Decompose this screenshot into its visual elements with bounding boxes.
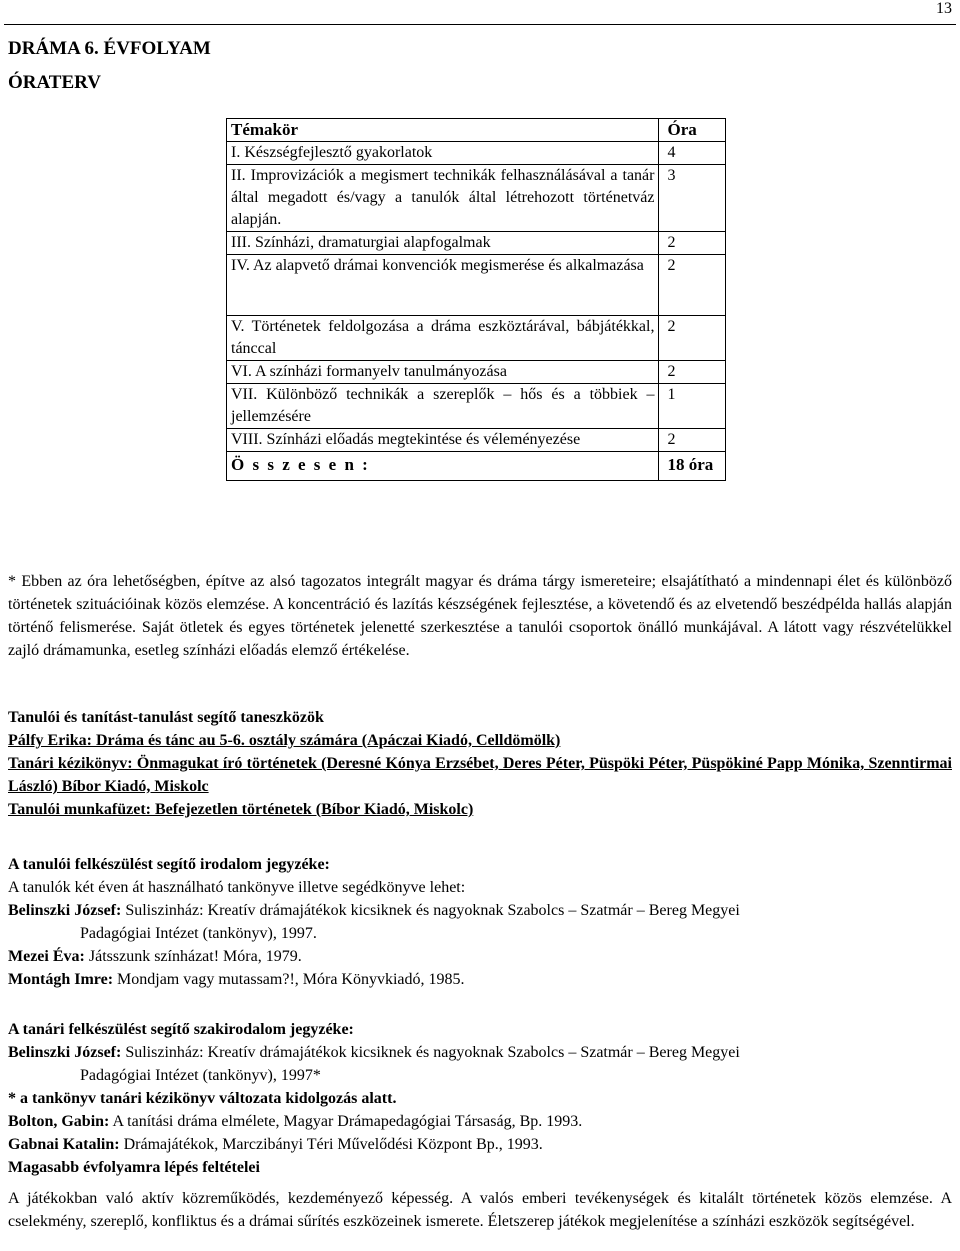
- teacher-lit-star-note: * a tankönyv tanári kézikönyv változata kidolgozás alatt.: [8, 1090, 397, 1107]
- table-row: [227, 361, 726, 384]
- table-row: [227, 142, 726, 165]
- student-lit-author: Montágh Imre:: [8, 971, 114, 988]
- row-topic: IV. Az alapvető drámai konvenciók megismerése és alkalmazása: [227, 255, 659, 316]
- table-row: [227, 232, 726, 255]
- row-hours: 2: [659, 255, 726, 316]
- table-header-row: [227, 119, 726, 142]
- document-title: DRÁMA 6. ÉVFOLYAM: [8, 38, 211, 59]
- teacher-lit-text: Suliszinház: Kreatív drámajátékok kicsiknek és nagyoknak Szabolcs – Szatmár – Bereg Megyei: [125, 1044, 740, 1061]
- row-topic: VII. Különböző technikák a szereplők – hős és a többiek – jellemzésére: [227, 384, 659, 429]
- header-hours: Óra: [659, 119, 726, 142]
- student-literature-section: [8, 853, 952, 991]
- student-lit-text: Suliszinház: Kreatív drámajátékok kicsiknek és nagyoknak Szabolcs – Szatmár – Bereg Megyei: [125, 902, 740, 919]
- teacher-literature-section: [8, 1018, 952, 1233]
- progress-text: A játékokban való aktív közreműködés, kezdeményező képesség. A valós emberi tevékenységek és kitalált történetek közös elemzése. A cselekmény, szereplő, konfliktus és a drámai sűrítés eszközeinek ismerete. Életszerep játékok megjelenítése a színházi eszközök segítségével.: [8, 1190, 952, 1230]
- row-hours: 1: [659, 384, 726, 429]
- student-lit-item: [8, 899, 952, 922]
- total-hours: 18 óra: [659, 452, 726, 481]
- row-hours: 4: [659, 142, 726, 165]
- tools-heading: Tanulói és tanítást-tanulást segítő taneszközök: [8, 709, 324, 726]
- row-hours: 3: [659, 165, 726, 232]
- tools-item: Tanári kézikönyv: Önmagukat író történetek (Deresné Kónya Erzsébet, Deres Péter, Püspöki Péter, Püspökiné Papp Mónika, Szenntirmai László) Bíbor Kiadó, Miskolc: [8, 755, 952, 795]
- total-label: Ö s s z e s e n :: [227, 452, 659, 481]
- header-rule: [4, 24, 956, 25]
- row-topic: II. Improvizációk a megismert technikák felhasználásával a tanár által megadott és/vagy a tanulók által létrehozott történetváz alapján.: [227, 165, 659, 232]
- teacher-lit-item: [8, 1110, 952, 1133]
- teacher-lit-author: Gabnai Katalin:: [8, 1136, 120, 1153]
- teacher-lit-cont: Padagógiai Intézet (tankönyv), 1997*: [80, 1067, 321, 1084]
- row-hours: 2: [659, 316, 726, 361]
- teacher-lit-heading: A tanári felkészülést segítő szakirodalom jegyzéke:: [8, 1021, 354, 1038]
- table-row: [227, 429, 726, 452]
- student-lit-text: Játsszunk színházat! Móra, 1979.: [88, 948, 302, 965]
- student-lit-item: [8, 945, 952, 968]
- row-topic: V. Történetek feldolgozása a dráma eszköztárával, bábjátékkal, tánccal: [227, 316, 659, 361]
- table-row: [227, 316, 726, 361]
- progress-heading: Magasabb évfolyamra lépés feltételei: [8, 1159, 260, 1176]
- row-hours: 2: [659, 429, 726, 452]
- tools-section: [8, 706, 952, 821]
- student-lit-author: Belinszki József:: [8, 902, 122, 919]
- student-lit-author: Mezei Éva:: [8, 948, 85, 965]
- table-row: [227, 165, 726, 232]
- table-row: [227, 255, 726, 316]
- row-hours: 2: [659, 361, 726, 384]
- teacher-lit-item: [8, 1133, 952, 1156]
- row-topic: VIII. Színházi előadás megtekintése és véleményezése: [227, 429, 659, 452]
- tools-item: Tanulói munkafüzet: Befejezetlen történetek (Bíbor Kiadó, Miskolc): [8, 801, 474, 818]
- teacher-lit-item: [8, 1041, 952, 1064]
- student-lit-heading: A tanulói felkészülést segítő irodalom jegyzéke:: [8, 856, 330, 873]
- row-hours: 2: [659, 232, 726, 255]
- teacher-lit-author: Belinszki József:: [8, 1044, 122, 1061]
- row-topic: VI. A színházi formanyelv tanulmányozása: [227, 361, 659, 384]
- student-lit-intro: A tanulók két éven át használható tankönyve illetve segédkönyve lehet:: [8, 879, 466, 896]
- teacher-lit-author: Bolton, Gabin:: [8, 1113, 110, 1130]
- table-footnote: * Ebben az óra lehetőségben, építve az alsó tagozatos integrált magyar és dráma tárgy ismereteire; elsajátítható a mindennapi élet és különböző történetek szituációinak közös elemzése. A koncentráció és lazítás készségének fejlesztése, a követendő és az elvetendő beszédpélda hallás alapján történő felismerése. Saját ötletek és egyes történetek jelenetté szerkesztése a tanulói csoportok önálló munkájával. A látott vagy részvételükkel zajló drámamunka, esetleg színházi előadás elemző értékelése.: [8, 573, 952, 659]
- teacher-lit-text: Drámajátékok, Marczibányi Téri Művelődési Központ Bp., 1993.: [123, 1136, 543, 1153]
- teacher-lit-text: A tanítási dráma elmélete, Magyar Drámapedagógiai Társaság, Bp. 1993.: [112, 1113, 583, 1130]
- table-total-row: [227, 452, 726, 481]
- student-lit-cont: Padagógiai Intézet (tankönyv), 1997.: [80, 925, 317, 942]
- table-row: [227, 384, 726, 429]
- header-topic: Témakör: [227, 119, 659, 142]
- topics-table: [226, 118, 726, 481]
- row-topic: I. Készségfejlesztő gyakorlatok: [227, 142, 659, 165]
- student-lit-item: [8, 968, 952, 991]
- document-subtitle: ÓRATERV: [8, 72, 101, 93]
- row-topic: III. Színházi, dramaturgiai alapfogalmak: [227, 232, 659, 255]
- tools-item: Pálfy Erika: Dráma és tánc au 5-6. osztály számára (Apáczai Kiadó, Celldömölk): [8, 732, 561, 749]
- student-lit-text: Mondjam vagy mutassam?!, Móra Könyvkiadó, 1985.: [117, 971, 465, 988]
- page-number: 13: [936, 0, 952, 17]
